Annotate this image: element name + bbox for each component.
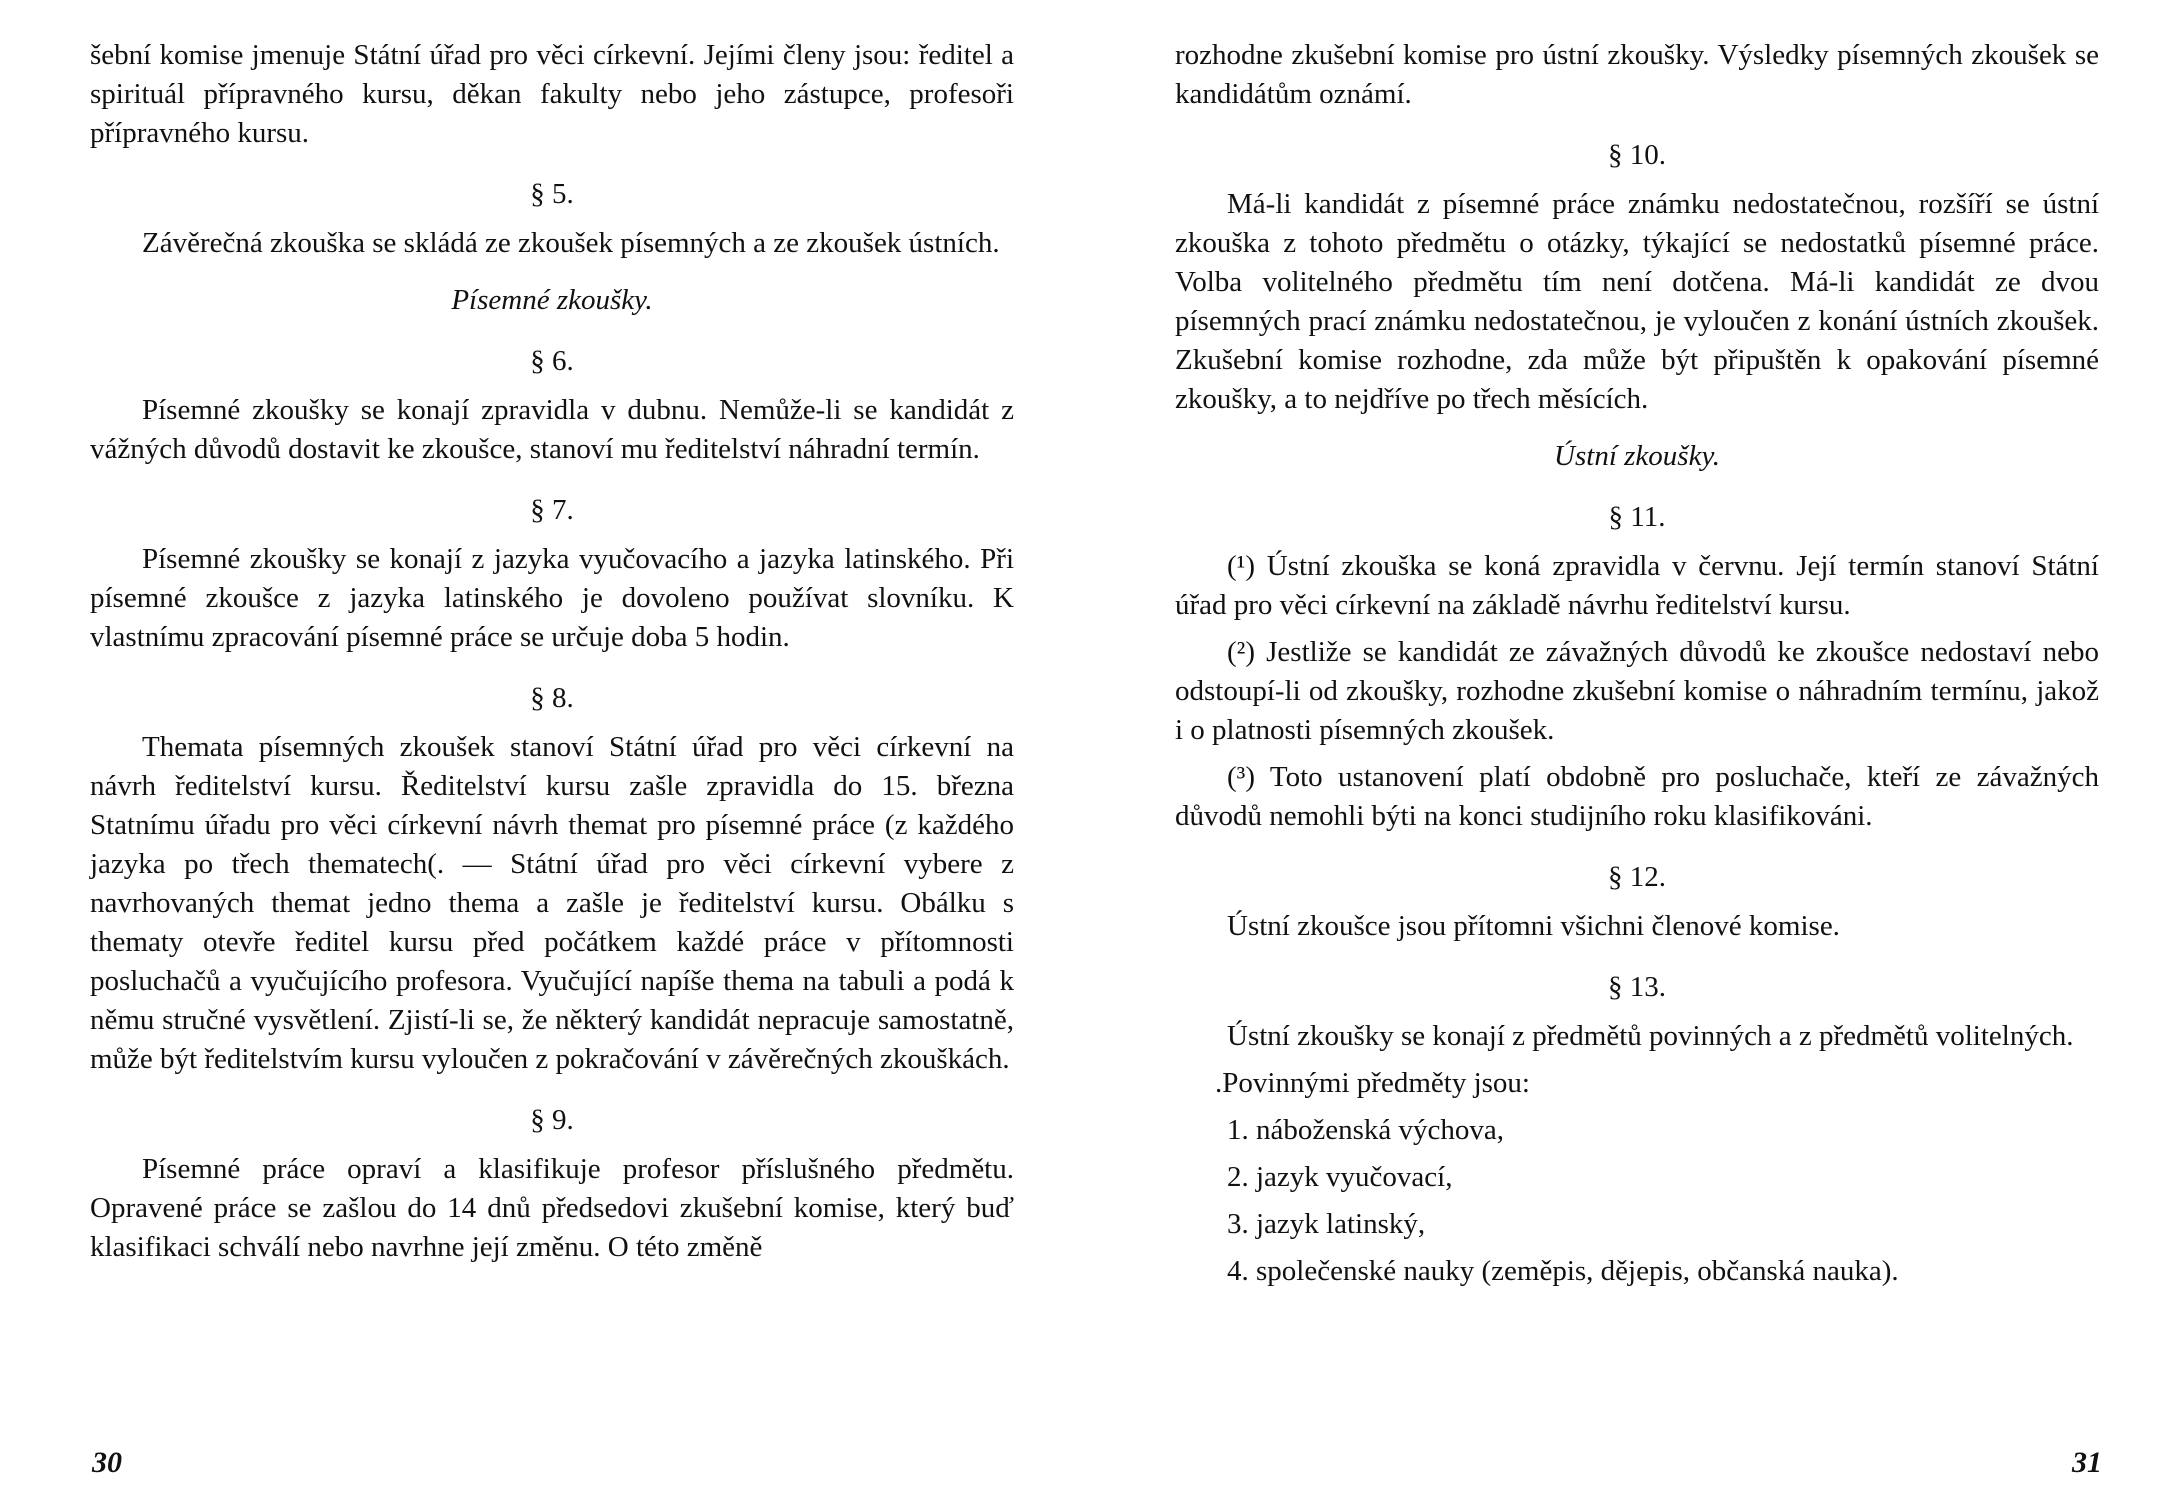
list-item: 2. jazyk vyučovací, (1227, 1161, 1453, 1193)
section-11-paragraph-2: (²) Jestliže se kandidát ze závažných důvodů ke zkoušce nedostaví nebo odstoupí-li od zkoušky, rozhodne zkušební komise o náhradním termínu, jakož i o platnosti písemných zkoušek. (1175, 636, 2099, 746)
mandatory-subjects-intro: .Povinnými předměty jsou: (1215, 1067, 1530, 1099)
section-8-text: Themata písemných zkoušek stanoví Státní úřad pro věci církevní na návrh ředitelství kursu. Ředitelství kursu zašle zpravidla do 15. března Statnímu úřadu pro věci církevní návrh themat pro písemné práce (z každého jazyka po třech thematech(. — Státní úřad pro věci církevní vybere z navrhovaných themat jedno thema a zašle je ředitelství kursu. Obálku s thematy otevře ředitel kursu před počátkem každé práce v přítomnosti posluchačů a vyučujícího profesora. Vyučující napíše thema na tabuli a podá k němu stručné vysvětlení. Zjistí-li se, že některý kandidát nepracuje samostatně, může být ředitelstvím kursu vyloučen z pokračování v závěrečných zkouškách. (90, 731, 1014, 1075)
right-text-column (1175, 36, 2099, 1291)
paragraph-intro: šební komise jmenuje Státní úřad pro věci církevní. Jejími členy jsou: ředitel a spirituál přípravného kursu, děkan fakulty nebo jeho zástupce, profesoři přípravného kursu. (90, 39, 1014, 149)
written-exams-heading: Písemné zkoušky. (451, 284, 653, 316)
section-11-paragraph-3: (³) Toto ustanovení platí obdobně pro posluchače, kteří ze závažných důvodů nemohli býti na konci studijního roku klasifikováni. (1175, 761, 2099, 832)
section-13-title: § 13. (1608, 971, 1666, 1003)
page-number-left: 30 (92, 1446, 122, 1479)
section-6-title: § 6. (530, 345, 574, 377)
section-5-text: Závěrečná zkouška se skládá ze zkoušek písemných a ze zkoušek ústních. (142, 227, 1000, 259)
section-13-text: Ústní zkoušky se konají z předmětů povinných a z předmětů volitelných. (1227, 1020, 2074, 1052)
section-6-text: Písemné zkoušky se konají zpravidla v dubnu. Nemůže-li se kandidát z vážných důvodů dostavit ke zkoušce, stanoví mu ředitelství náhradní termín. (90, 394, 1014, 465)
section-12-title: § 12. (1608, 861, 1666, 893)
section-11-title: § 11. (1608, 501, 1666, 533)
section-8-title: § 8. (530, 682, 574, 714)
left-text-column (90, 36, 1014, 1267)
oral-exams-heading: Ústní zkoušky. (1554, 440, 1720, 472)
right-page (1087, 0, 2174, 1500)
section-9-text: Písemné práce opraví a klasifikuje profesor příslušného předmětu. Opravené práce se zašlou do 14 dnů předsedovi zkušební komise, který buď klasifikaci schválí nebo navrhne její změnu. O této změně (90, 1153, 1014, 1263)
list-item: 1. náboženská výchova, (1227, 1114, 1505, 1146)
paragraph-continuation: rozhodne zkušební komise pro ústní zkoušky. Výsledky písemných zkoušek se kandidátům oznámí. (1175, 39, 2099, 110)
section-10-title: § 10. (1608, 139, 1666, 171)
section-10-text: Má-li kandidát z písemné práce známku nedostatečnou, rozšíří se ústní zkouška z tohoto předmětu o otázky, týkající se nedostatků písemné práce. Volba volitelného předmětu tím není dotčena. Má-li kandidát ze dvou písemných prací známku nedostatečnou, je vyloučen z konání ústních zkoušek. Zkušební komise rozhodne, zda může být připuštěn k opakování písemné zkoušky, a to nejdříve po třech měsících. (1175, 188, 2099, 415)
section-5-title: § 5. (530, 178, 574, 210)
section-12-text: Ústní zkoušce jsou přítomni všichni členové komise. (1227, 910, 1840, 942)
section-7-text: Písemné zkoušky se konají z jazyka vyučovacího a jazyka latinského. Při písemné zkoušce z jazyka latinského je dovoleno používat slovníku. K vlastnímu zpracování písemné práce se určuje doba 5 hodin. (90, 543, 1014, 653)
section-9-title: § 9. (530, 1104, 574, 1136)
page-number-right: 31 (2072, 1446, 2102, 1479)
list-item: 3. jazyk latinský, (1227, 1208, 1426, 1240)
section-7-title: § 7. (530, 494, 574, 526)
list-item: 4. společenské nauky (zeměpis, dějepis, občanská nauka). (1227, 1255, 1899, 1287)
section-11-paragraph-1: (¹) Ústní zkouška se koná zpravidla v červnu. Její termín stanoví Státní úřad pro věci církevní na základě návrhu ředitelství kursu. (1175, 550, 2099, 621)
